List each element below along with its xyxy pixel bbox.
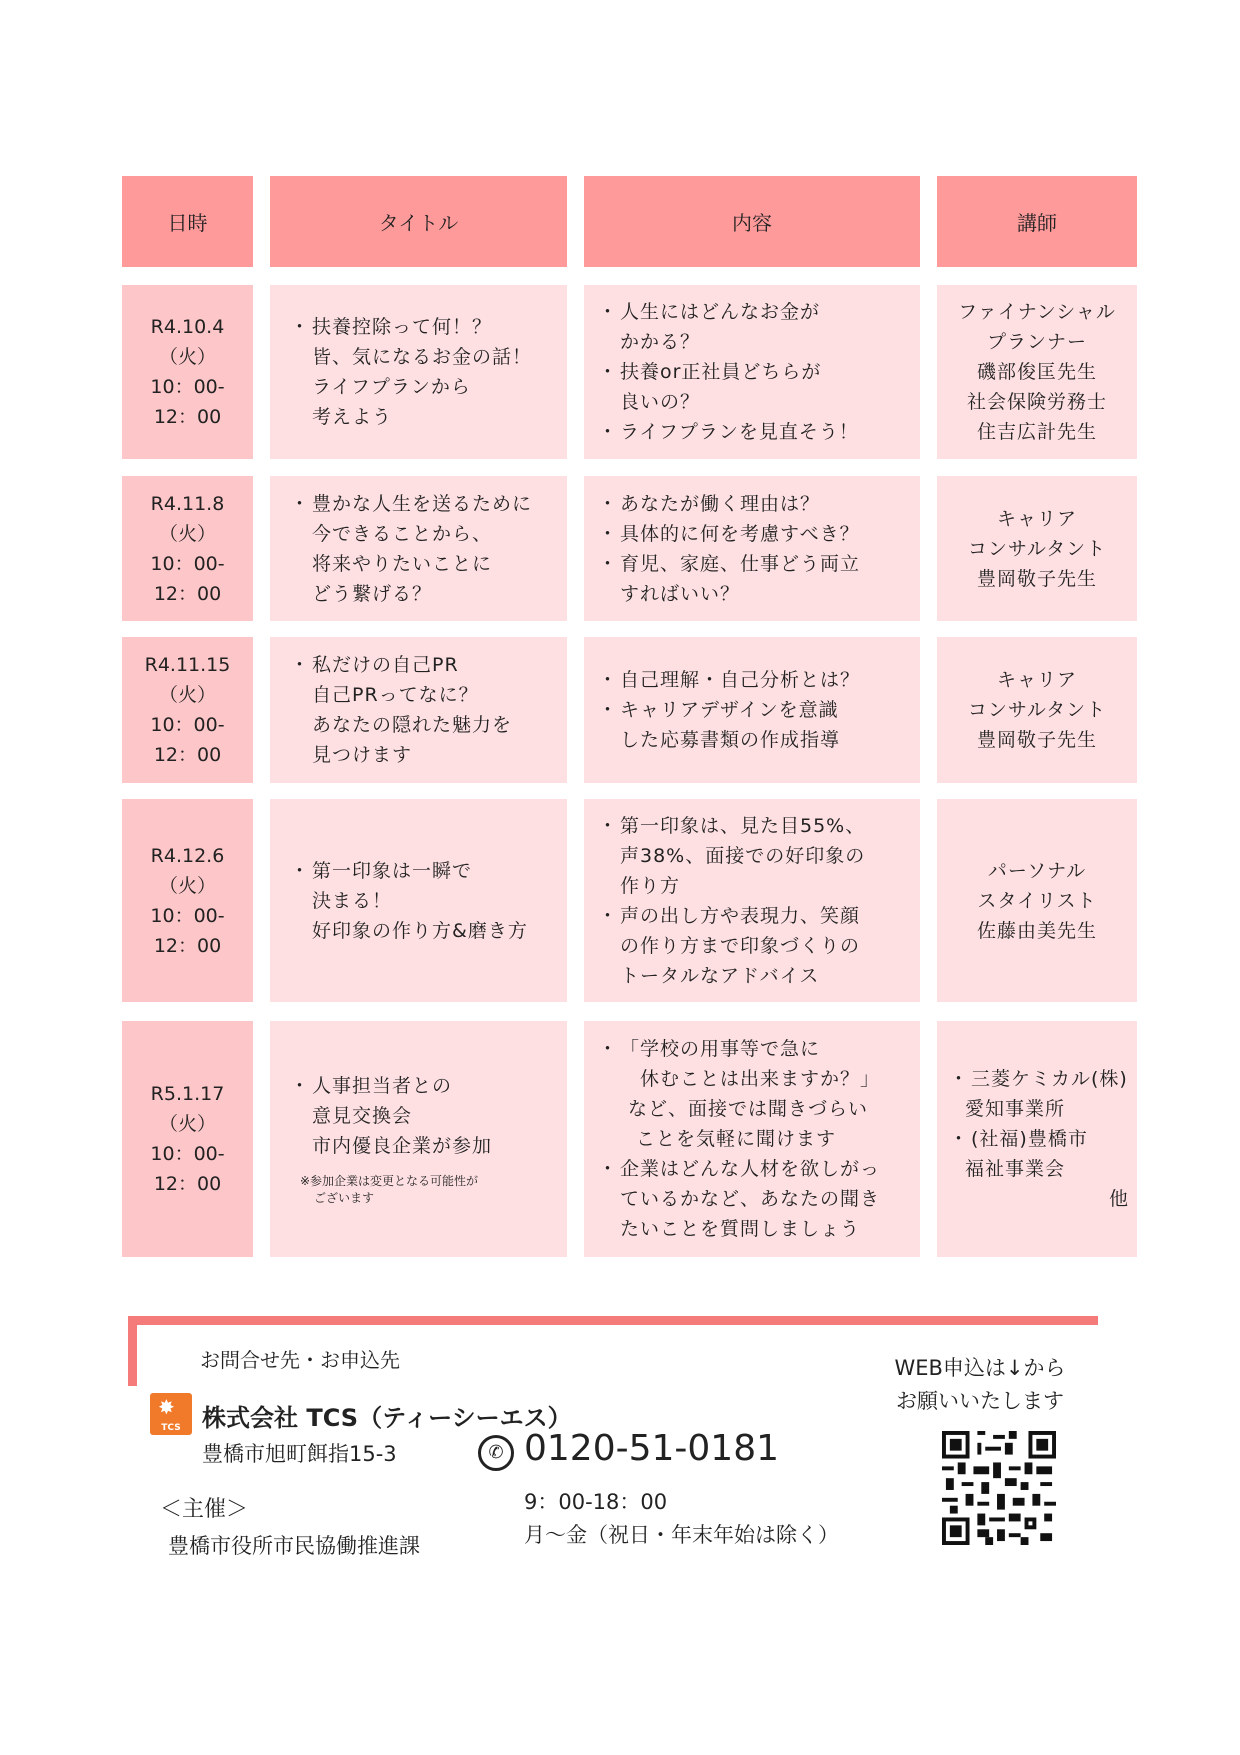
title-cell: ・ 人事担当者との 意見交換会 市内優良企業が参加 ※参加企業は変更となる可能性が ございます — [270, 1021, 567, 1257]
contact-label: お問合せ先・お申込先 — [200, 1348, 400, 1372]
title-cell: ・ 第一印象は一瞬で 決まる！ 好印象の作り方&磨き方 — [270, 799, 567, 1002]
date-cell: R5.1.17 （火） 10：00- 12：00 — [122, 1021, 253, 1257]
lecturer-cell: キャリア コンサルタント 豊岡敬子先生 — [937, 637, 1137, 783]
title-cell: ・ 私だけの自己PR 自己PRってなに？ あなたの隠れた魅力を 見つけます — [270, 637, 567, 783]
table-row — [122, 799, 1137, 1002]
date-cell: R4.12.6 （火） 10：00- 12：00 — [122, 799, 253, 1002]
content-cell: ・ 自己理解・自己分析とは？ ・ キャリアデザインを意識 した応募書類の作成指導 — [584, 637, 920, 783]
footer-divider-accent — [128, 1316, 137, 1386]
header-date: 日時 — [122, 176, 253, 267]
content-cell: ・ 「学校の用事等で急に 休むことは出来ますか？」 など、面接では聞きづらい ことを気軽に聞けます ・ 企業はどんな人材を欲しがっ ているかなど、あなたの聞き たいことを質問しましょう — [584, 1021, 920, 1257]
host-name: 豊橋市役所市民協働推進課 — [168, 1534, 420, 1558]
header-title: タイトル — [270, 176, 567, 267]
table-row — [122, 637, 1137, 783]
content-cell: ・ 人生にはどんなお金が かかる？ ・ 扶養or正社員どちらが 良いの？ ・ ライフプランを見直そう！ — [584, 285, 920, 459]
title-cell: ・ 扶養控除って何！？ 皆、気になるお金の話！ ライフプランから 考えよう — [270, 285, 567, 459]
table-header — [122, 176, 1137, 267]
table-row — [122, 285, 1137, 459]
lecturer-cell: ・ 三菱ケミカル(株) 愛知事業所 ・ (社福)豊橋市 福祉事業会 他 — [937, 1021, 1137, 1257]
phone-number[interactable]: 0120-51-0181 — [524, 1428, 780, 1469]
web-apply-text: WEB申込は↓から お願いいたします — [894, 1356, 1066, 1413]
lecturer-cell: キャリア コンサルタント 豊岡敬子先生 — [937, 476, 1137, 621]
qr-code-icon[interactable] — [942, 1431, 1056, 1545]
date-cell: R4.11.8 （火） 10：00- 12：00 — [122, 476, 253, 621]
date-cell: R4.11.15 （火） 10：00- 12：00 — [122, 637, 253, 783]
phone-icon: ✆ — [478, 1435, 514, 1471]
header-content: 内容 — [584, 176, 920, 267]
footer-divider — [128, 1316, 1098, 1325]
host-label: ＜主催＞ — [160, 1497, 249, 1522]
lecturer-cell: パーソナル スタイリスト 佐藤由美先生 — [937, 799, 1137, 1002]
content-cell: ・ 第一印象は、見た目55%、 声38%、面接での好印象の 作り方 ・ 声の出し方や表現力、笑顔 の作り方まで印象づくりの トータルなアドバイス — [584, 799, 920, 1002]
business-hours: 9：00-18：00 — [524, 1490, 668, 1514]
title-cell: ・ 豊かな人生を送るために 今できることから、 将来やりたいことに どう繋げる？ — [270, 476, 567, 621]
content-cell: ・ あなたが働く理由は？ ・ 具体的に何を考慮すべき？ ・ 育児、家庭、仕事どう両立 すればいい？ — [584, 476, 920, 621]
lecturer-cell: ファイナンシャル プランナー 磯部俊匡先生 社会保険労務士 住吉広計先生 — [937, 285, 1137, 459]
business-days: 月～金（祝日・年末年始は除く） — [524, 1523, 839, 1547]
tcs-logo-icon: ✸ TCS — [150, 1393, 192, 1435]
participation-note: ※参加企業は変更となる可能性が ございます — [300, 1174, 479, 1205]
date-cell: R4.10.4 （火） 10：00- 12：00 — [122, 285, 253, 459]
header-lecturer: 講師 — [937, 176, 1137, 267]
company-address: 豊橋市旭町餌指15-3 — [202, 1442, 397, 1466]
table-row — [122, 1021, 1137, 1257]
table-row — [122, 476, 1137, 621]
company-name: 株式会社 TCS（ティーシーエス） — [202, 1404, 572, 1432]
